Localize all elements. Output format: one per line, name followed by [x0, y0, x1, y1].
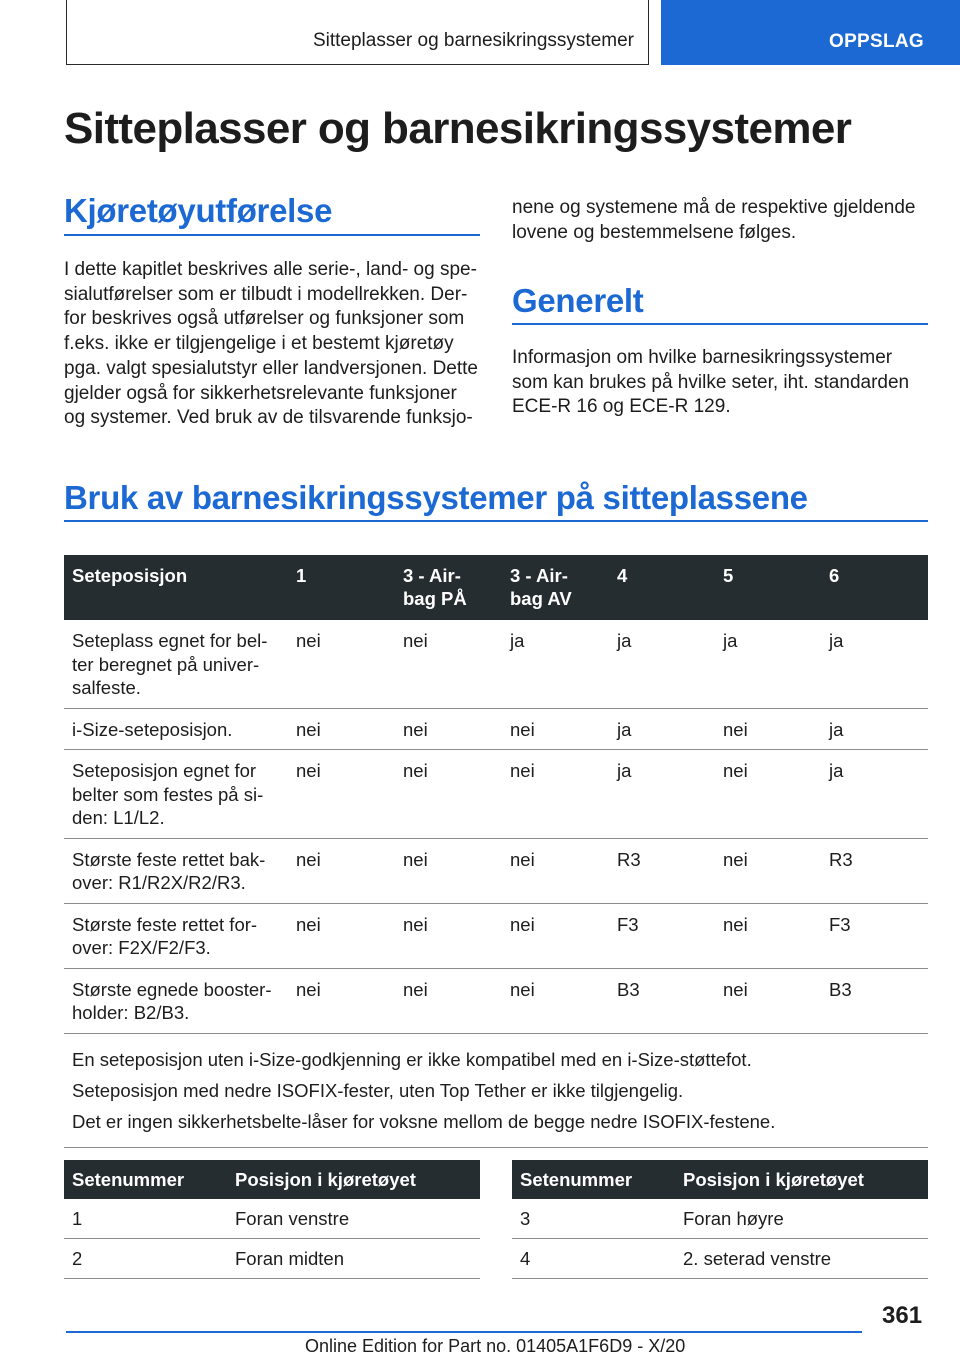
seat-number-cell: 2: [64, 1239, 227, 1279]
cell-line: nei: [510, 848, 535, 870]
cell-line: over: F2X/F2/F3.: [72, 937, 211, 958]
seat-table-right-header-seat-number: Setenummer: [512, 1160, 675, 1199]
value-cell: [715, 903, 821, 968]
value-cell: [502, 620, 609, 708]
heading-general: Generelt: [512, 282, 644, 319]
value-cell: [288, 838, 395, 903]
paragraph-line: f.eks. ikke er tilgjengelige i et bestemt kjøretøy: [64, 333, 454, 355]
heading-rule-general: [512, 323, 928, 325]
usage-header-column: [502, 555, 609, 620]
seat-number-cell: 1: [64, 1199, 227, 1239]
cell-line: i-Size-seteposisjon.: [72, 718, 233, 740]
value-cell: [288, 903, 395, 968]
usage-header-column: [288, 555, 395, 620]
header-line: 6: [829, 565, 840, 586]
header-line: bag PÅ: [403, 588, 467, 609]
header-section-title: Sitteplasser og barnesikringssystemer: [312, 30, 634, 51]
page-title: Sitteplasser og barnesikringssystemer: [64, 104, 852, 153]
value-cell: [821, 968, 928, 1033]
header-line: bag AV: [510, 588, 572, 609]
header-line: 1: [296, 565, 307, 586]
cell-line: nei: [723, 718, 748, 740]
value-cell: [715, 750, 821, 839]
value-cell: [609, 620, 715, 708]
cell-line: nei: [723, 913, 748, 935]
page-number: 361: [882, 1302, 923, 1329]
cell-line: nei: [296, 760, 321, 781]
cell-line: belter som festes på si-: [72, 783, 264, 805]
value-cell: [502, 750, 609, 839]
cell-line: nei: [510, 760, 535, 781]
cell-line: over: R1/R2X/R2/R3.: [72, 872, 246, 893]
row-label-cell: [64, 968, 288, 1033]
table-row: [64, 1199, 480, 1239]
paragraph-line: ECE-R 16 og ECE-R 129.: [512, 396, 731, 418]
paragraph-line: sialutførelser som er tilbudt i modellrekken. Der-: [64, 283, 468, 305]
seat-position-cell: Foran høyre: [675, 1199, 928, 1239]
cell-line: ter beregnet på univer-: [72, 653, 260, 675]
cell-line: nei: [723, 978, 748, 1000]
table-row: [64, 750, 928, 839]
value-cell: [502, 903, 609, 968]
row-label-cell: [64, 620, 288, 708]
cell-line: F3: [617, 913, 639, 935]
row-label-cell: [64, 750, 288, 839]
header-section-box: [66, 0, 649, 65]
row-label-cell: [64, 903, 288, 968]
cell-line: nei: [296, 718, 321, 740]
table-row: [64, 968, 928, 1033]
cell-line: Største feste rettet bak-: [72, 848, 266, 870]
seat-table-left-header-seat-number: Setenummer: [64, 1160, 227, 1199]
seat-table-left-header-row: [64, 1160, 480, 1199]
cell-line: R3: [829, 848, 853, 870]
table-row: [64, 620, 928, 708]
heading-child-seat-usage: Bruk av barnesikringssystemer på sitteplassene: [64, 479, 808, 516]
heading-rule-usage: [64, 520, 928, 522]
header-line: Seteposisjon: [72, 565, 188, 586]
paragraph-line: lovene og bestemmelsene følges.: [512, 221, 797, 243]
value-cell: [821, 903, 928, 968]
heading-rule-vehicle: [64, 234, 480, 236]
paragraph-line: som kan brukes på hvilke seter, iht. standarden: [512, 371, 910, 393]
value-cell: [288, 968, 395, 1033]
cell-line: F3: [829, 913, 851, 935]
seat-number-table-left: [64, 1160, 480, 1279]
value-cell: [395, 838, 502, 903]
row-label-cell: [64, 838, 288, 903]
cell-line: salfeste.: [72, 677, 141, 698]
cell-line: nei: [296, 913, 321, 935]
table-row: [64, 1239, 480, 1279]
paragraph-vehicle-continued: [512, 196, 932, 245]
cell-line: ja: [617, 760, 632, 781]
value-cell: [715, 838, 821, 903]
value-cell: [288, 708, 395, 750]
value-cell: [715, 968, 821, 1033]
header-line: 3 - Air-: [403, 565, 461, 586]
table-row: [512, 1199, 928, 1239]
value-cell: [395, 968, 502, 1033]
header-chapter-label: OPPSLAG: [829, 31, 925, 52]
seat-position-cell: Foran midten: [227, 1239, 480, 1279]
usage-note: Seteposisjon med nedre ISOFIX-fester, uten Top Tether er ikke tilgjengelig.: [72, 1079, 684, 1101]
value-cell: [609, 968, 715, 1033]
value-cell: [395, 708, 502, 750]
table-row: [512, 1239, 928, 1279]
paragraph-line: gjelder også for sikkerhetsrelevante funksjoner: [64, 382, 457, 404]
value-cell: [288, 750, 395, 839]
value-cell: [715, 620, 821, 708]
value-cell: [821, 620, 928, 708]
usage-note: Det er ingen sikkerhetsbelte-låser for voksne mellom de begge nedre ISOFIX-festene.: [72, 1110, 776, 1132]
table-row: [64, 838, 928, 903]
seat-number-cell: 4: [512, 1239, 675, 1279]
seat-number-table-right: [512, 1160, 928, 1279]
cell-line: nei: [510, 913, 535, 935]
paragraph-line: nene og systemene må de respektive gjeldende: [512, 197, 916, 218]
paragraph-line: pga. valgt spesialutstyr eller landversjonen. Dette: [64, 357, 479, 379]
usage-header-column: [715, 555, 821, 620]
seat-position-cell: 2. seterad venstre: [675, 1239, 928, 1279]
value-cell: [609, 708, 715, 750]
cell-line: nei: [403, 848, 428, 870]
usage-header-column: [821, 555, 928, 620]
value-cell: [821, 838, 928, 903]
cell-line: nei: [403, 718, 428, 740]
value-cell: [821, 750, 928, 839]
cell-line: den: L1/L2.: [72, 807, 165, 828]
value-cell: [715, 708, 821, 750]
cell-line: nei: [510, 978, 535, 1000]
edition-note: Online Edition for Part no. 01405A1F6D9 - X/20: [305, 1336, 686, 1356]
cell-line: ja: [723, 630, 738, 651]
value-cell: [502, 968, 609, 1033]
cell-line: Seteposisjon egnet for: [72, 760, 257, 781]
seat-number-cell: 3: [512, 1199, 675, 1239]
value-cell: [609, 838, 715, 903]
value-cell: [395, 620, 502, 708]
cell-line: nei: [296, 848, 321, 870]
cell-line: ja: [829, 630, 844, 651]
heading-vehicle-version: Kjøretøyutførelse: [64, 192, 333, 229]
value-cell: [609, 750, 715, 839]
paragraph-line: I dette kapitlet beskrives alle serie-, land- og spe-: [64, 259, 477, 280]
cell-line: ja: [829, 760, 844, 781]
footer-rule: [66, 1331, 862, 1333]
usage-header-column: [609, 555, 715, 620]
cell-line: nei: [403, 913, 428, 935]
usage-header-seat-position: [64, 555, 288, 620]
seat-table-left-header-position: Posisjon i kjøretøyet: [227, 1160, 480, 1199]
cell-line: nei: [296, 630, 321, 651]
cell-line: nei: [403, 978, 428, 1000]
cell-line: ja: [510, 630, 525, 651]
paragraph-vehicle-version: [64, 258, 484, 431]
cell-line: nei: [296, 978, 321, 1000]
seat-position-cell: Foran venstre: [227, 1199, 480, 1239]
usage-notes-cell: [64, 1033, 928, 1147]
value-cell: [288, 620, 395, 708]
cell-line: R3: [617, 848, 641, 870]
paragraph-line: Informasjon om hvilke barnesikringssystemer: [512, 347, 893, 368]
cell-line: nei: [723, 848, 748, 870]
cell-line: nei: [403, 630, 428, 651]
child-seat-usage-table: [64, 555, 928, 1148]
header-chapter-tab[interactable]: [661, 0, 960, 65]
value-cell: [502, 708, 609, 750]
cell-line: Seteplass egnet for bel-: [72, 630, 268, 651]
value-cell: [502, 838, 609, 903]
value-cell: [609, 903, 715, 968]
usage-header-column: [395, 555, 502, 620]
row-label-cell: [64, 708, 288, 750]
usage-table-header-row: [64, 555, 928, 620]
seat-table-right-header-row: [512, 1160, 928, 1199]
header-line: 3 - Air-: [510, 565, 568, 586]
usage-note: En seteposisjon uten i-Size-godkjenning er ikke kompatibel med en i-Size-støttefot.: [72, 1048, 752, 1070]
paragraph-line: og systemer. Ved bruk av de tilsvarende funksjo-: [64, 407, 473, 429]
seat-table-right-header-position: Posisjon i kjøretøyet: [675, 1160, 928, 1199]
cell-line: Største egnede booster-: [72, 978, 272, 1000]
header-line: 5: [723, 565, 734, 586]
cell-line: ja: [617, 718, 632, 740]
cell-line: nei: [723, 760, 748, 781]
cell-line: holder: B2/B3.: [72, 1002, 190, 1023]
paragraph-line: for beskrives også utførelser og funksjoner som: [64, 308, 465, 330]
table-row: [64, 903, 928, 968]
value-cell: [821, 708, 928, 750]
cell-line: B3: [617, 978, 640, 1000]
cell-line: nei: [510, 718, 535, 740]
cell-line: nei: [403, 760, 428, 781]
usage-notes-row: [64, 1033, 928, 1147]
value-cell: [395, 903, 502, 968]
header-line: 4: [617, 565, 628, 586]
cell-line: B3: [829, 978, 852, 1000]
cell-line: ja: [829, 718, 844, 740]
cell-line: Største feste rettet for-: [72, 913, 258, 935]
cell-line: ja: [617, 630, 632, 651]
table-row: [64, 708, 928, 750]
paragraph-general: [512, 346, 932, 420]
value-cell: [395, 750, 502, 839]
